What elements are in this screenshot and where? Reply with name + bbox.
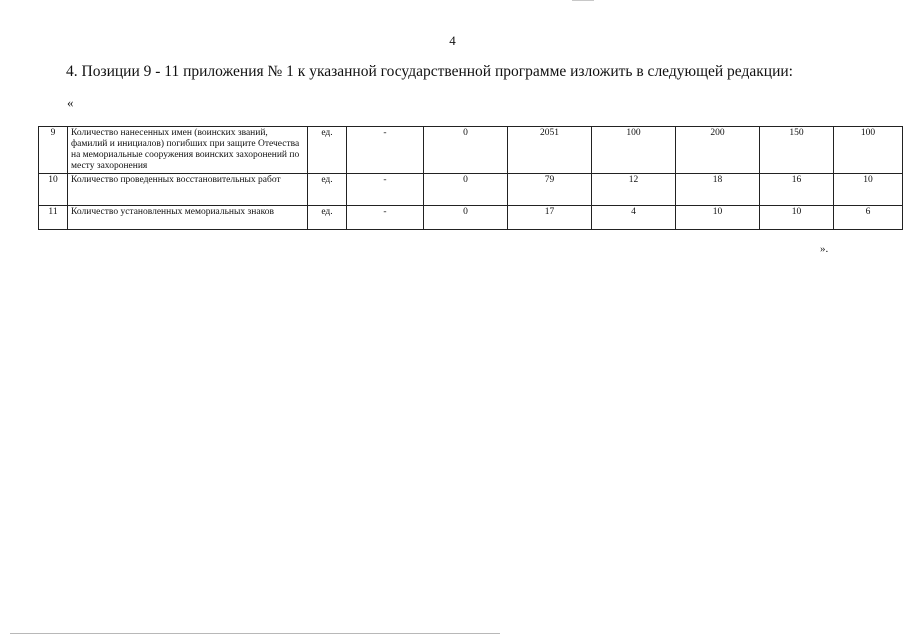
value-cell: 79 [508, 174, 592, 206]
positions-table [38, 126, 903, 230]
row-number: 10 [39, 174, 68, 206]
value-cell: 12 [592, 174, 676, 206]
value-cell: 6 [834, 206, 903, 230]
value-cell: - [347, 174, 424, 206]
value-cell: 0 [424, 174, 508, 206]
value-cell: 16 [760, 174, 834, 206]
indicator-name: Количество установленных мемориальных знаков [68, 206, 308, 230]
page-number: 4 [449, 33, 456, 48]
value-cell: 100 [592, 127, 676, 174]
value-cell: - [347, 206, 424, 230]
unit-cell: ед. [308, 127, 347, 174]
value-cell: 100 [834, 127, 903, 174]
value-cell: 2051 [508, 127, 592, 174]
indicator-name: Количество нанесенных имен (воинских званий, фамилий и инициалов) погибших при защите Отечества на мемориальные сооружения воинских захоронений по месту захоронения [68, 127, 308, 174]
value-cell: 4 [592, 206, 676, 230]
unit-cell: ед. [308, 174, 347, 206]
unit-cell: ед. [308, 206, 347, 230]
value-cell: 18 [676, 174, 760, 206]
value-cell: 200 [676, 127, 760, 174]
row-number: 11 [39, 206, 68, 230]
value-cell: - [347, 127, 424, 174]
value-cell: 10 [834, 174, 903, 206]
scan-artifact-line [10, 633, 500, 634]
value-cell: 0 [424, 127, 508, 174]
table-row [39, 127, 903, 174]
value-cell: 10 [676, 206, 760, 230]
indicator-name: Количество проведенных восстановительных работ [68, 174, 308, 206]
scan-artifact-line [572, 0, 594, 1]
value-cell: 0 [424, 206, 508, 230]
value-cell: 150 [760, 127, 834, 174]
amendment-heading: 4. Позиции 9 - 11 приложения № 1 к указанной государственной программе изложить в следующей редакции: [66, 63, 793, 80]
row-number: 9 [39, 127, 68, 174]
value-cell: 17 [508, 206, 592, 230]
table-row [39, 206, 903, 230]
table-row [39, 174, 903, 206]
opening-quote-mark: « [67, 95, 74, 110]
closing-quote-mark: ». [820, 243, 829, 255]
value-cell: 10 [760, 206, 834, 230]
